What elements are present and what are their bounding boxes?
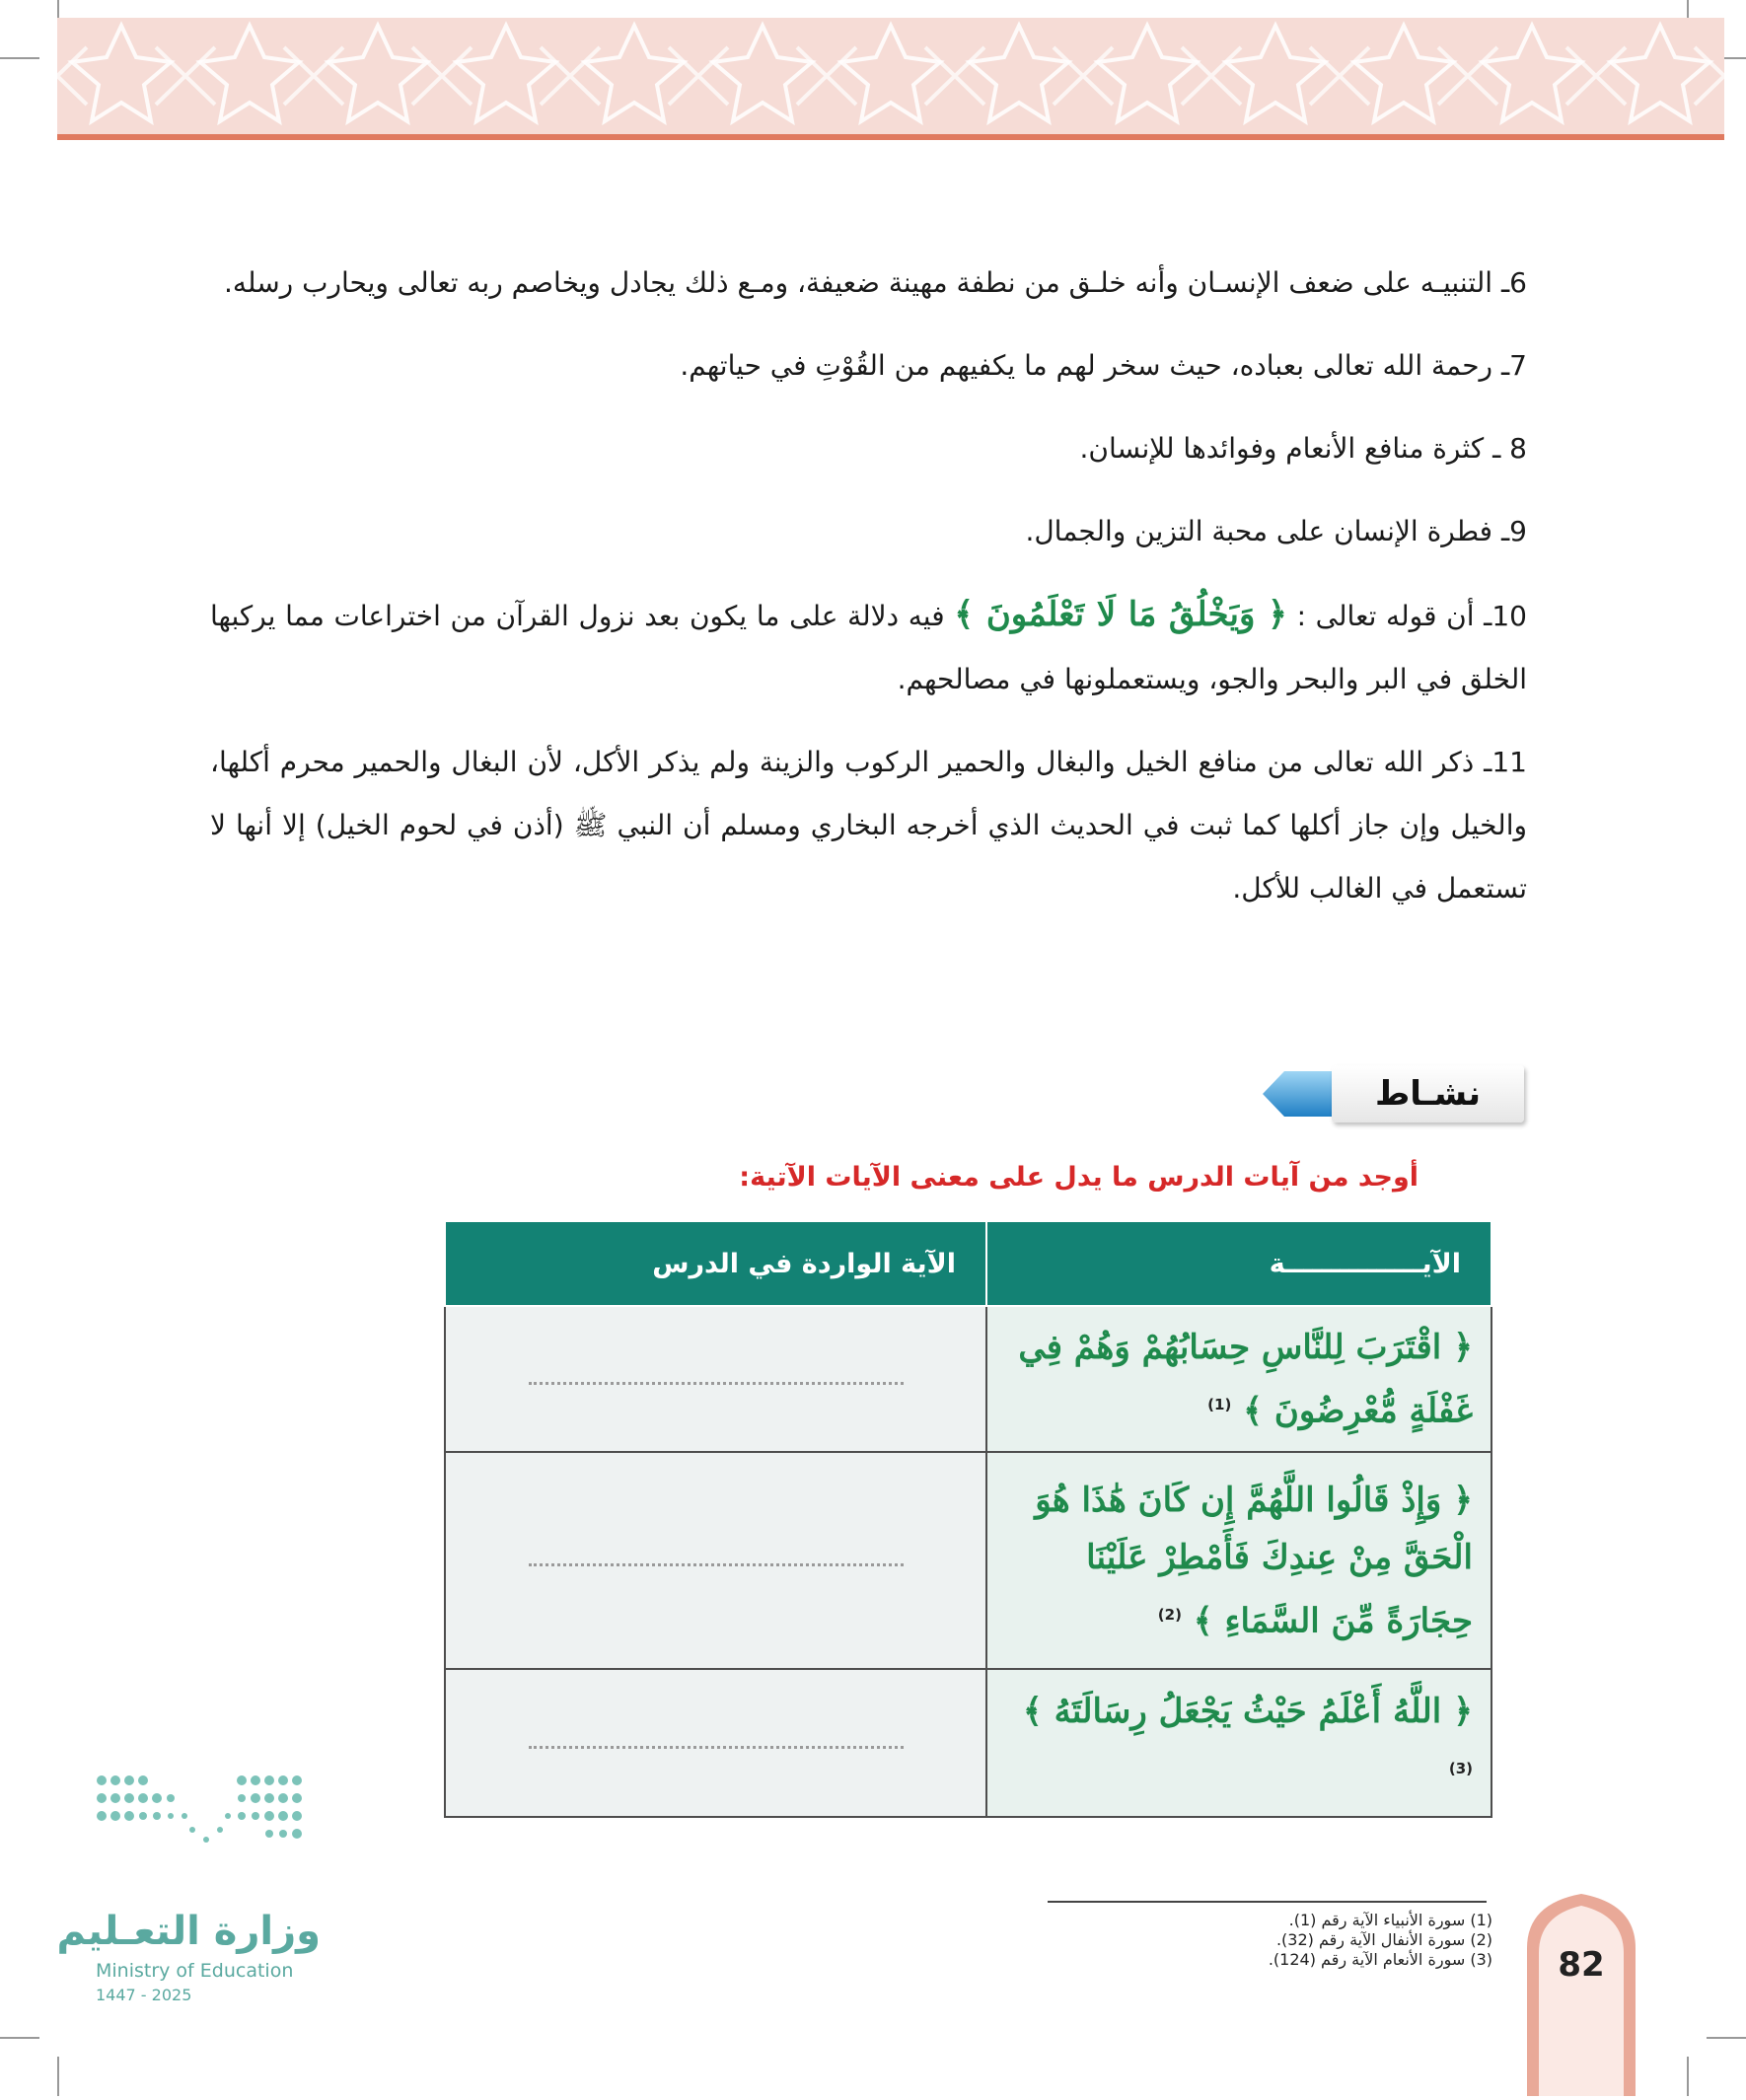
arch-badge-icon	[1527, 1894, 1636, 2096]
footnote: (2) سورة الأنفال الآية رقم (32).	[1275, 1930, 1492, 1949]
list-item: 8 ـ كثرة منافع الأنعام وفوائدها للإنسان.	[1079, 432, 1527, 465]
header-pattern-band	[57, 18, 1724, 134]
verse-cell: ﴿ وَإِذْ قَالُوا اللَّهُمَّ إِن كَانَ هَٰذَا هُوَ الْحَقَّ مِنْ عِندِكَ فَأَمْطِرْ عَلَيْنَا حِجَارَةً مِّنَ السَّمَاءِ ﴾ $^{(2)}$	[986, 1452, 1491, 1669]
footnotes	[1269, 1911, 1492, 1970]
verse-cell: ﴿ اللَّهُ أَعْلَمُ حَيْثُ يَجْعَلُ رِسَالَتَهُ ﴾ $^{(3)}$	[986, 1669, 1491, 1817]
table-header-verse: الآيـــــــــــــــة	[986, 1221, 1491, 1306]
activity-instruction: أوجد من آيات الدرس ما يدل على معنى الآيات الآتية:	[739, 1162, 1419, 1193]
dotted-answer-line	[529, 1376, 904, 1385]
page-number: 82	[1558, 1945, 1605, 1985]
logo-english-name: Ministry of Education	[96, 1960, 294, 1982]
table-row	[445, 1669, 1491, 1817]
crop-mark	[0, 57, 39, 59]
logo-arabic-name: وزارة التعـليم	[56, 1909, 321, 1954]
crop-mark	[0, 2037, 39, 2039]
list-item: 9ـ فطرة الإنسان على محبة التزين والجمال.	[1025, 515, 1527, 547]
footnote: (1) سورة الأنبياء الآية رقم (1).	[1288, 1911, 1492, 1929]
activity-title: نشـاط	[1332, 1065, 1524, 1122]
logo-year: 2025 - 1447	[96, 1986, 192, 2004]
activity-table	[444, 1220, 1492, 1818]
table-header-lesson-verse: الآية الواردة في الدرس	[445, 1221, 986, 1306]
dots-logo-icon	[94, 1771, 321, 1899]
footnote-ref: (3)	[1448, 1760, 1473, 1778]
lesson-points-list	[210, 252, 1527, 940]
list-item: 7ـ رحمة الله تعالى بعباده، حيث سخر لهم ما يكفيهم من القُوْتِ في حياتهم.	[680, 349, 1527, 382]
crop-mark	[1687, 2057, 1689, 2096]
activity-heading	[1263, 1065, 1524, 1122]
geometric-pattern-icon	[57, 18, 1724, 134]
footnote-ref: (1)	[1207, 1396, 1232, 1413]
answer-field[interactable]	[445, 1306, 986, 1452]
dotted-answer-line	[529, 1740, 904, 1749]
list-item: 11ـ ذكر الله تعالى من منافع الخيل والبغال والحمير الركوب والزينة ولم يذكر الأكل، لأن البغال والحمير محرم أكلها، والخيل وإن جاز أكلها كما ثبت في الحديث الذي أخرجه البخاري ومسلم أن النبي ﷺ (أذن في لحوم الخيل) إلا أنها لا تستعمل في الغالب للأكل.	[210, 746, 1527, 905]
table-row	[445, 1452, 1491, 1669]
footnote-ref: (2)	[1157, 1606, 1182, 1625]
crop-mark	[57, 2057, 59, 2096]
page-number-badge	[1527, 1894, 1636, 2096]
list-item: 10ـ أن قوله تعالى : ﴿ وَيَخْلُقُ مَا لَا تَعْلَمُونَ ﴾ فيه دلالة على ما يكون بعد نزول القرآن من اختراعات مما يركبها الخلق في البر والبحر والجو، ويستعملونها في مصالحهم.	[210, 595, 1527, 695]
crop-mark	[1707, 2037, 1746, 2039]
quran-verse-inline: ﴿ وَيَخْلُقُ مَا لَا تَعْلَمُونَ ﴾	[954, 595, 1287, 634]
ministry-logo	[56, 1771, 321, 2007]
dotted-answer-line	[529, 1557, 904, 1566]
verse-cell: ﴿ اقْتَرَبَ لِلنَّاسِ حِسَابُهُمْ وَهُمْ فِي غَفْلَةٍ مُّعْرِضُونَ ﴾ $^{(1)}$	[986, 1306, 1491, 1452]
list-item: 6ـ التنبيـه على ضعف الإنسـان وأنه خلـق من نطفة مهينة ضعيفة، ومـع ذلك يجادل ويخاصم ربه تعالى ويحارب رسله.	[224, 266, 1527, 299]
answer-field[interactable]	[445, 1452, 986, 1669]
footnote-rule	[1048, 1901, 1487, 1903]
header-rule	[57, 134, 1724, 140]
footnote: (3) سورة الأنعام الآية رقم (124).	[1268, 1950, 1492, 1969]
table-row	[445, 1306, 1491, 1452]
answer-field[interactable]	[445, 1669, 986, 1817]
